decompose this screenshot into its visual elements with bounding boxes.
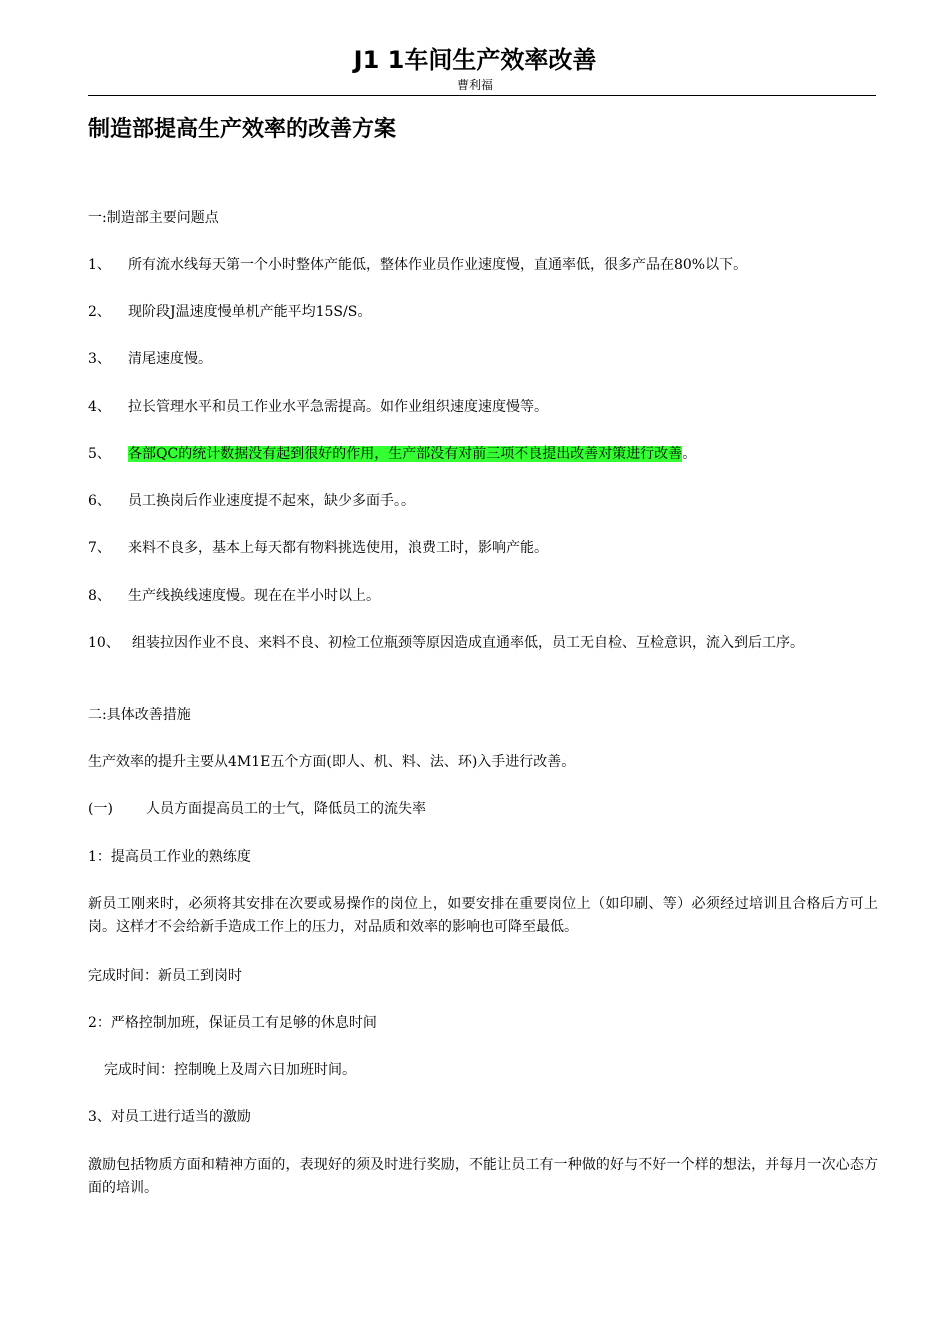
list-item bbox=[88, 632, 878, 655]
list-item-number: 7、 bbox=[88, 540, 111, 556]
subsection-number: (一) bbox=[88, 801, 113, 817]
list-item bbox=[88, 490, 878, 513]
subsection-text: 人员方面提高员工的士气，降低员工的流失率 bbox=[146, 801, 426, 817]
section1-heading: 一:制造部主要问题点 bbox=[88, 210, 219, 226]
list-item-text: 来料不良多，基本上每天都有物料挑选使用，浪费工时，影响产能。 bbox=[128, 540, 548, 556]
highlighted-text: 各部QC的统计数据没有起到很好的作用，生产部没有对前三项不良提出改善对策进行改善 bbox=[128, 446, 683, 462]
header-author: 曹利福 bbox=[456, 78, 493, 92]
point3-heading: 3、对员工进行适当的激励 bbox=[88, 1109, 251, 1125]
list-item-number: 4、 bbox=[88, 399, 111, 415]
list-item-number: 1、 bbox=[88, 257, 111, 273]
list-item-text: 现阶段J温速度慢单机产能平均15S/S。 bbox=[128, 304, 372, 320]
section2-intro: 生产效率的提升主要从4M1E五个方面(即人、机、料、法、环)入手进行改善。 bbox=[88, 754, 576, 770]
point1-body: 新员工刚来时，必须将其安排在次要或易操作的岗位上，如要安排在重要岗位上（如印刷、等）必须经过培训且合格后方可上岗。这样才不会给新手造成工作上的压力，对品质和效率的影响也可降至最低。 bbox=[88, 896, 878, 935]
list-item bbox=[88, 443, 878, 466]
point2-time: 完成时间：控制晚上及周六日加班时间。 bbox=[104, 1062, 356, 1078]
list-item-text: 所有流水线每天第一个小时整体产能低，整体作业员作业速度慢，直通率低，很多产品在80%以下。 bbox=[128, 257, 748, 273]
list-item bbox=[88, 585, 878, 608]
point1-time: 完成时间：新员工到岗时 bbox=[88, 968, 242, 984]
list-item-number: 6、 bbox=[88, 493, 111, 509]
list-item bbox=[88, 301, 878, 324]
list-item bbox=[88, 254, 878, 277]
list-item bbox=[88, 396, 878, 419]
list-item-number: 10、 bbox=[88, 635, 120, 651]
list-item-text: 组装拉因作业不良、来料不良、初检工位瓶颈等原因造成直通率低，员工无自检、互检意识，流入到后工序。 bbox=[132, 635, 804, 651]
point1-heading: 1：提高员工作业的熟练度 bbox=[88, 849, 251, 865]
list-item-text: 清尾速度慢。 bbox=[128, 351, 212, 367]
list-item-number: 8、 bbox=[88, 588, 111, 604]
header-title: J1 1车间生产效率改善 bbox=[353, 46, 597, 74]
list-item-number: 5、 bbox=[88, 446, 111, 462]
list-item-number: 2、 bbox=[88, 304, 111, 320]
list-item bbox=[88, 537, 878, 560]
section2-heading: 二:具体改善措施 bbox=[88, 707, 191, 723]
document-title: 制造部提高生产效率的改善方案 bbox=[88, 117, 397, 142]
header-divider bbox=[88, 95, 876, 96]
list-item bbox=[88, 348, 878, 371]
point3-body: 激励包括物质方面和精神方面的，表现好的须及时进行奖励，不能让员工有一种做的好与不好一个样的想法，并每月一次心态方面的培训。 bbox=[88, 1157, 878, 1196]
list-item-text: 员工换岗后作业速度提不起來，缺少多面手。。 bbox=[128, 493, 415, 509]
list-item-text: 拉长管理水平和员工作业水平急需提高。如作业组织速度速度慢等。 bbox=[128, 399, 548, 415]
list-item-number: 3、 bbox=[88, 351, 111, 367]
point2-heading: 2：严格控制加班，保证员工有足够的休息时间 bbox=[88, 1015, 377, 1031]
subsection-heading bbox=[88, 798, 878, 821]
list-item-tail: 。 bbox=[682, 446, 697, 462]
list-item-text: 生产线换线速度慢。现在在半小时以上。 bbox=[128, 588, 380, 604]
